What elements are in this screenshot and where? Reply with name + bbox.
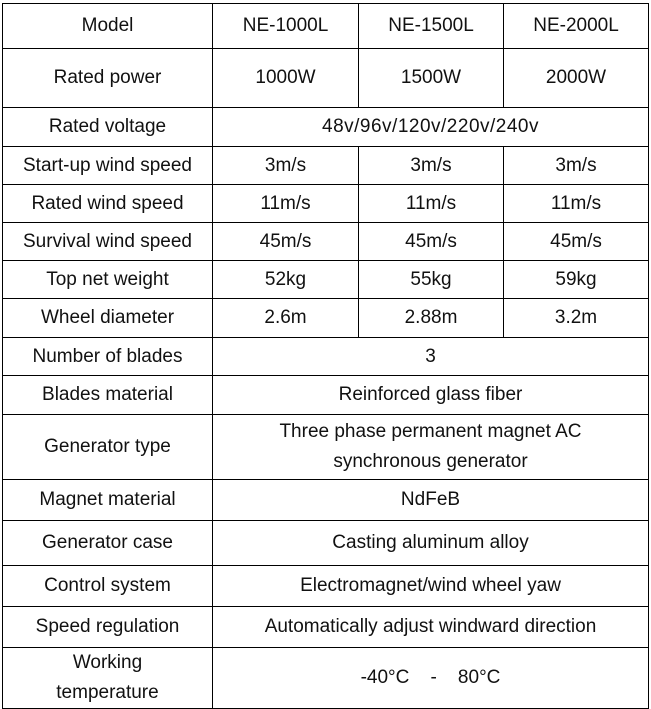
model-ne-1000l: NE-1000L (213, 4, 359, 49)
table-row-rated-power (3, 49, 649, 108)
cell-value: Electromagnet/wind wheel yaw (213, 566, 649, 607)
row-label: Survival wind speed (3, 223, 213, 261)
cell-value: 59kg (504, 261, 649, 299)
cell-value: 1000W (213, 49, 359, 108)
cell-value: 11m/s (213, 185, 359, 223)
table-header-row (3, 4, 649, 49)
cell-value: 3m/s (504, 147, 649, 185)
cell-value: 2000W (504, 49, 649, 108)
table-row-rated-voltage (3, 108, 649, 147)
row-label: Start-up wind speed (3, 147, 213, 185)
row-label: Generator type (3, 415, 213, 480)
row-label: Number of blades (3, 338, 213, 376)
cell-value: 3m/s (213, 147, 359, 185)
cell-value: 45m/s (213, 223, 359, 261)
row-label: Working temperature (3, 648, 213, 709)
cell-value: 11m/s (359, 185, 504, 223)
row-label: Top net weight (3, 261, 213, 299)
row-label: Speed regulation (3, 607, 213, 648)
table-row-wheel-diameter (3, 299, 649, 338)
cell-value: NdFeB (213, 480, 649, 521)
table-row-generator-case (3, 521, 649, 566)
cell-value: 2.88m (359, 299, 504, 338)
cell-value: 3 (213, 338, 649, 376)
cell-value: 11m/s (504, 185, 649, 223)
table-row-startup-wind-speed (3, 147, 649, 185)
cell-value: Casting aluminum alloy (213, 521, 649, 566)
cell-value: 52kg (213, 261, 359, 299)
model-ne-1500l: NE-1500L (359, 4, 504, 49)
header-label: Model (3, 4, 213, 49)
table-row-working-temperature (3, 648, 649, 709)
table-row-speed-regulation (3, 607, 649, 648)
row-label: Rated voltage (3, 108, 213, 147)
table-row-blades-material (3, 376, 649, 415)
table-row-number-of-blades (3, 338, 649, 376)
cell-value: 3m/s (359, 147, 504, 185)
row-label: Control system (3, 566, 213, 607)
cell-value: Automatically adjust windward direction (213, 607, 649, 648)
cell-value: 3.2m (504, 299, 649, 338)
spec-table (2, 3, 649, 709)
row-label: Rated power (3, 49, 213, 108)
row-label: Blades material (3, 376, 213, 415)
table-row-survival-wind-speed (3, 223, 649, 261)
cell-value: 45m/s (359, 223, 504, 261)
cell-value: 2.6m (213, 299, 359, 338)
cell-value: 1500W (359, 49, 504, 108)
cell-value: -40°C - 80°C (213, 648, 649, 709)
table-row-generator-type (3, 415, 649, 480)
model-ne-2000l: NE-2000L (504, 4, 649, 49)
cell-value: 55kg (359, 261, 504, 299)
cell-value: Three phase permanent magnet AC synchronous generator (213, 415, 649, 480)
row-label: Rated wind speed (3, 185, 213, 223)
table-row-top-net-weight (3, 261, 649, 299)
table-row-control-system (3, 566, 649, 607)
cell-value: Reinforced glass fiber (213, 376, 649, 415)
row-label: Wheel diameter (3, 299, 213, 338)
row-label: Generator case (3, 521, 213, 566)
cell-value: 48v/96v/120v/220v/240v (213, 108, 649, 147)
row-label: Magnet material (3, 480, 213, 521)
table-row-magnet-material (3, 480, 649, 521)
table-row-rated-wind-speed (3, 185, 649, 223)
cell-value: 45m/s (504, 223, 649, 261)
